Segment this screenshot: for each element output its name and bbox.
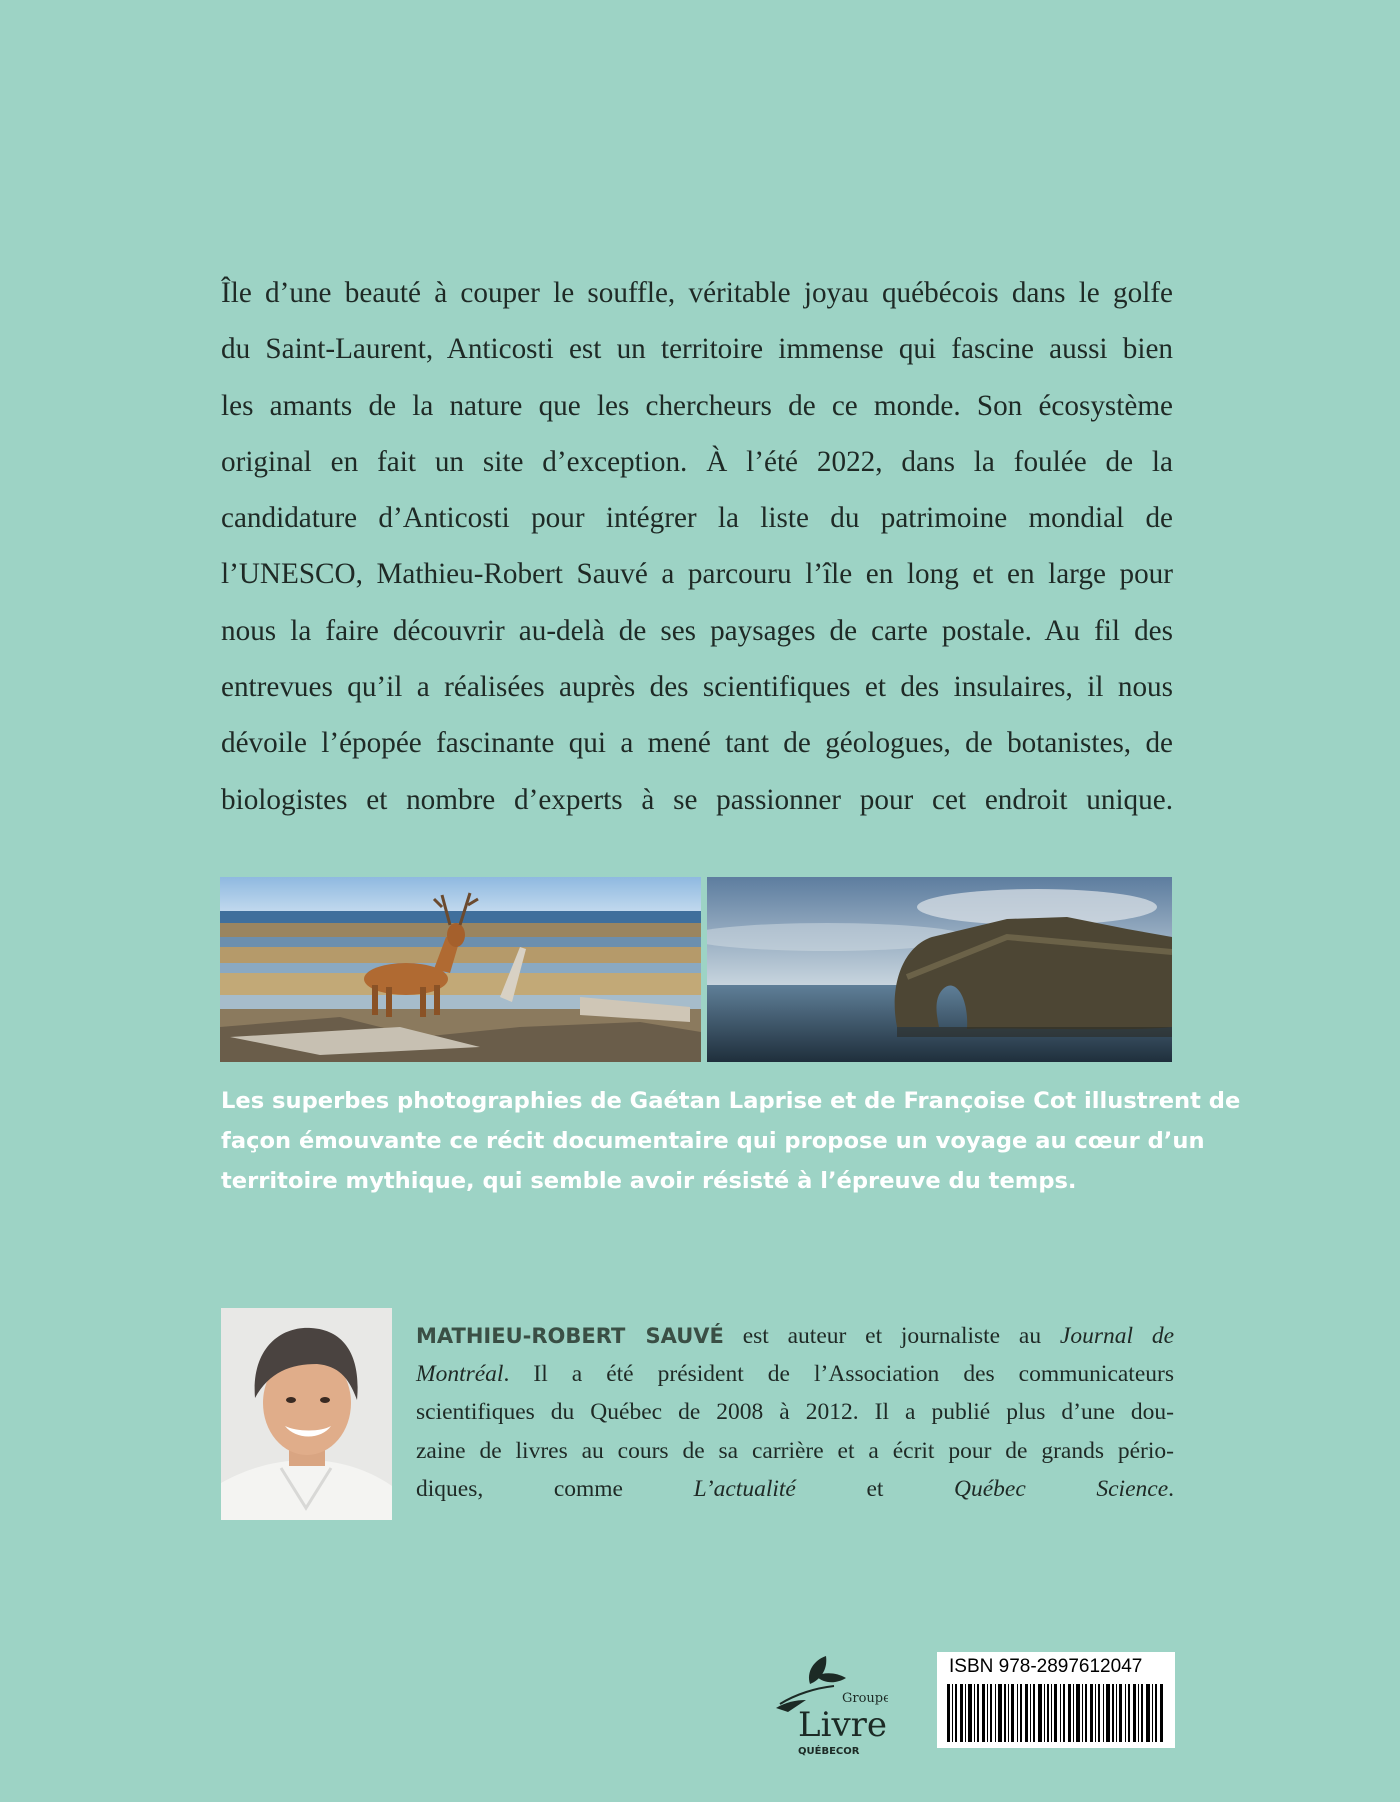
bio-text: et (795, 1475, 955, 1502)
description-line: original en fait un site d’exception. À l’été 2022, dans la foulée de la (221, 445, 1173, 478)
caption-line: territoire mythique, qui semble avoir résisté à l’épreuve du temps. (221, 1168, 1077, 1194)
bio-text: . Il a été président de l’Association des communicateurs (503, 1361, 1174, 1388)
deer-on-beach-photo (220, 877, 701, 1062)
logo-livre-text: Livre (798, 1705, 888, 1745)
barcode (937, 1652, 1175, 1748)
isbn-label: ISBN 978-2897612047 (949, 1656, 1143, 1677)
bio-line (416, 1317, 1174, 1355)
bio-italic: L’actualité (693, 1475, 796, 1502)
caption-line: Les superbes photographies de Gaétan Laprise et de Françoise Cot illustrent de (221, 1088, 1241, 1114)
description-line: nous la faire découvrir au-delà de ses paysages de carte postale. Au fil des (221, 614, 1173, 647)
bio-italic: Montréal (416, 1361, 504, 1388)
caption-line: façon émouvante ce récit documentaire qui propose un voyage au cœur d’un (221, 1128, 1205, 1154)
barcode-bars (947, 1684, 1165, 1742)
bio-line: scientifiques du Québec de 2008 à 2012. Il a publié plus d’une dou- (416, 1399, 1174, 1426)
bio-text: . (1168, 1475, 1174, 1502)
bio-text: diques, comme (416, 1475, 694, 1502)
bio-line (416, 1470, 1174, 1508)
description-line: l’UNESCO, Mathieu-Robert Sauvé a parcouru l’île en long et en large pour (221, 558, 1173, 591)
description-paragraph (221, 265, 1173, 828)
description-line: les amants de la nature que les chercheurs de ce monde. Son écosystème (221, 389, 1173, 422)
author-name: MATHIEU-ROBERT SAUVÉ (416, 1324, 724, 1348)
author-portrait (221, 1308, 392, 1520)
publisher-logo (776, 1650, 888, 1760)
description-line: du Saint-Laurent, Anticosti est un territoire immense qui fascine aussi bien (221, 333, 1173, 366)
logo-quebecor-text: QUÉBECOR (798, 1746, 860, 1757)
description-line: dévoile l’épopée fascinante qui a mené tant de géologues, de botanistes, de (221, 727, 1173, 760)
bio-text: est auteur et journaliste au (723, 1323, 1060, 1349)
bio-line: zaine de livres au cours de sa carrière et a écrit pour de grands pério- (416, 1437, 1174, 1464)
author-bio (416, 1317, 1174, 1508)
logo-groupe-text: Groupe (842, 1691, 888, 1706)
description-line: biologistes et nombre d’experts à se passionner pour cet endroit unique. (221, 783, 1173, 816)
description-line: candidature d’Anticosti pour intégrer la liste du patrimoine mondial de (221, 502, 1173, 535)
photo-strip (220, 877, 1172, 1062)
photo-caption (221, 1081, 1241, 1201)
description-line: Île d’une beauté à couper le souffle, véritable joyau québécois dans le golfe (221, 277, 1173, 309)
rock-arch-photo (707, 877, 1172, 1062)
bio-line (416, 1355, 1174, 1393)
bio-italic: Québec Science (954, 1475, 1169, 1502)
bio-italic: Journal de (1059, 1323, 1174, 1349)
description-line: entrevues qu’il a réalisées auprès des scientifiques et des insulaires, il nous (221, 671, 1173, 704)
